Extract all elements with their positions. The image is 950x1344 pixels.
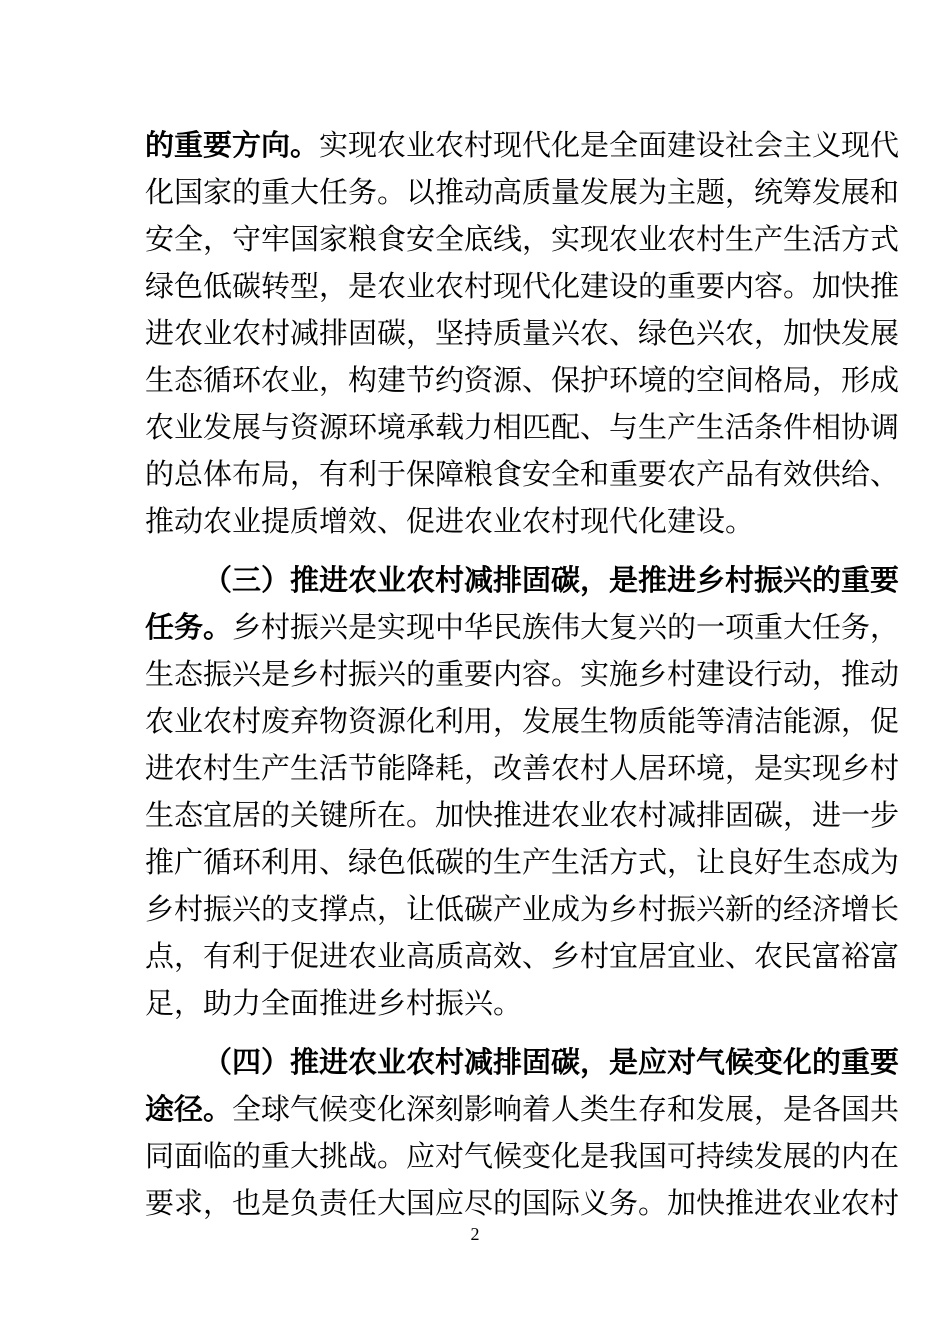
paragraph-line: 要求，也是负责任大国应尽的国际义务。加快推进农业农村 [145,1186,900,1220]
section-heading: （四）推进农业农村减排固碳，是应对气候变化的重要 [203,1045,900,1079]
paragraph-line: 生态振兴是乡村振兴的重要内容。实施乡村建设行动，推动 [145,657,900,691]
paragraph-line: 绿色低碳转型，是农业农村现代化建设的重要内容。加快推 [145,269,900,303]
paragraph-line: 的总体布局，有利于保障粮食安全和重要农产品有效供给、 [145,457,900,491]
paragraph-line [145,1089,900,1129]
section-heading-end: 任务。 [145,610,233,644]
paragraph-line: 进农村生产生活节能降耗，改善农村人居环境，是实现乡村 [145,751,900,785]
body-text: 全球气候变化深刻影响着人类生存和发展，是各国共 [232,1092,900,1126]
paragraph-line: 乡村振兴的支撑点，让低碳产业成为乡村振兴新的经济增长 [145,892,900,926]
paragraph-line [145,607,900,647]
paragraph-line: 足，助力全面推进乡村振兴。 [145,986,523,1020]
paragraph-line: 化国家的重大任务。以推动高质量发展为主题，统筹发展和 [145,175,900,209]
paragraph-line: 进农业农村减排固碳，坚持质量兴农、绿色兴农，加快发展 [145,316,900,350]
body-text: 实现农业农村现代化是全面建设社会主义现代 [319,128,900,162]
paragraph-line: 安全，守牢国家粮食安全底线，实现农业农村生产生活方式 [145,222,900,256]
paragraph-line: 农业农村废弃物资源化利用，发展生物质能等清洁能源，促 [145,704,900,738]
paragraph-line: 生态循环农业，构建节约资源、保护环境的空间格局，形成 [145,363,900,397]
body-text: 乡村振兴是实现中华民族伟大复兴的一项重大任务， [232,610,900,644]
paragraph-line: 推广循环利用、绿色低碳的生产生活方式，让良好生态成为 [145,845,900,879]
paragraph-line: 同面临的重大挑战。应对气候变化是我国可持续发展的内在 [145,1139,900,1173]
section-heading: （三）推进农业农村减排固碳，是推进乡村振兴的重要 [203,563,900,597]
paragraph-line: 点，有利于促进农业高质高效、乡村宜居宜业、农民富裕富 [145,939,900,973]
paragraph-line: 推动农业提质增效、促进农业农村现代化建设。 [145,504,755,538]
emphasis-text: 的重要方向。 [145,128,320,162]
page-number: 2 [470,1224,480,1244]
paragraph-line [145,125,900,165]
paragraph-line: 生态宜居的关键所在。加快推进农业农村减排固碳，进一步 [145,798,900,832]
section-heading-end: 途径。 [145,1092,233,1126]
paragraph-line: 农业发展与资源环境承载力相匹配、与生产生活条件相协调 [145,410,900,444]
